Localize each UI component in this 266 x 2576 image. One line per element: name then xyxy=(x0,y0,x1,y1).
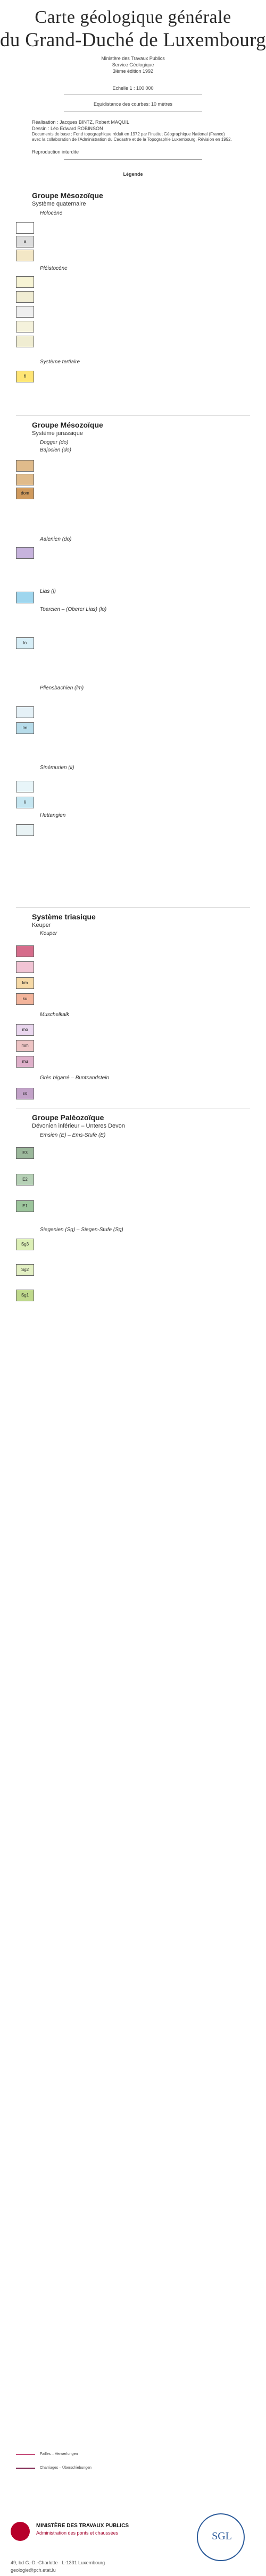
stage-label: Keuper xyxy=(40,931,57,936)
scale: Echelle 1 : 100 000 xyxy=(112,86,154,91)
section-subtitle: Keuper xyxy=(32,922,51,928)
contour-interval: Equidistance des courbes: 10 mètres xyxy=(93,101,173,107)
stage-label: Toarcien – (Oberer Lias) (lo) xyxy=(40,607,107,612)
swatch-code: li xyxy=(24,800,26,805)
title-line-1: Carte géologique générale xyxy=(35,7,231,27)
swatch-code: E3 xyxy=(22,1150,28,1155)
reproduction-note: Reproduction interdite xyxy=(32,149,79,155)
sgl-logo xyxy=(197,2513,245,2561)
swatch-hettangien xyxy=(16,824,34,836)
swatch-pleistocene-5 xyxy=(16,336,34,347)
stage-label: Aalenien (do) xyxy=(40,536,72,542)
swatch-pleistocene-3 xyxy=(16,306,34,318)
legend-heading: Légende xyxy=(123,172,143,177)
ministry-name: MINISTÈRE DES TRAVAUX PUBLICS xyxy=(36,2523,129,2529)
swatch-code: so xyxy=(22,1091,28,1096)
email: geologie@pch.etat.lu xyxy=(11,2568,56,2573)
section-title: Système triasique xyxy=(32,912,96,921)
section-subtitle: Dévonien inférieur – Unteres Devon xyxy=(32,1123,125,1129)
swatch-code: mo xyxy=(22,1027,28,1032)
swatch-code: Sg2 xyxy=(21,1267,29,1272)
swatch-pleistocene-2 xyxy=(16,291,34,303)
address: 49, bd G.-D.-Charlotte · L-1331 Luxembourg xyxy=(11,2560,105,2565)
stage-label: Système tertiaire xyxy=(40,359,80,365)
swatch-aalenien xyxy=(16,547,34,559)
section-title: Groupe Paléozoïque xyxy=(32,1113,104,1122)
divider xyxy=(16,907,250,908)
swatch-dogger-2 xyxy=(16,474,34,485)
stage-label: Pliensbachien (lm) xyxy=(40,685,84,691)
fault-label: Failles – Verwerfungen xyxy=(40,2452,78,2456)
service: Service Géologique xyxy=(112,62,154,67)
stage-label: Muschelkalk xyxy=(40,1012,70,1018)
swatch-code: mu xyxy=(22,1059,28,1064)
swatch-pleistocene-1 xyxy=(16,276,34,288)
credit-1: Réalisation : Jacques BINTZ, Robert MAQUIL xyxy=(32,120,130,125)
swatch-code: km xyxy=(22,980,28,985)
administration: Administration des ponts et chaussées xyxy=(36,2530,119,2536)
divider xyxy=(64,159,202,160)
stage-label: Holocène xyxy=(40,210,63,216)
thrust-symbol xyxy=(16,2468,35,2469)
ministry: Ministère des Travaux Publics xyxy=(101,56,165,61)
swatch-keuper-top xyxy=(16,945,34,957)
stage-label: Siegenien (Sg) – Siegen-Stufe (Sg) xyxy=(40,1227,123,1233)
stage-label: Bajocien (do) xyxy=(40,447,71,453)
fault-symbol xyxy=(16,2454,35,2455)
swatch-code: E2 xyxy=(22,1177,28,1182)
swatch-code: E1 xyxy=(22,1204,28,1208)
stage-label: Grès bigarré – Buntsandstein xyxy=(40,1075,110,1081)
section-title: Groupe Mésozoïque xyxy=(32,421,103,429)
swatch-code: dom xyxy=(21,491,29,496)
swatch-sand xyxy=(16,250,34,261)
swatch-code: Sg1 xyxy=(21,1293,29,1298)
stage-label: Sinémurien (li) xyxy=(40,765,74,771)
swatch-code: lo xyxy=(23,641,27,645)
edition: 3ième édition 1992 xyxy=(112,69,154,74)
stage-label: Hettangien xyxy=(40,813,66,818)
swatch-pleistocene-4 xyxy=(16,321,34,332)
swatch-holocene-blank xyxy=(16,222,34,234)
swatch-sinemurien xyxy=(16,781,34,792)
footer xyxy=(0,2507,266,2576)
credit-2: Dessin : Léo Edward ROBINSON xyxy=(32,126,103,131)
swatch-lias xyxy=(16,592,34,603)
swatch-keuper-2 xyxy=(16,961,34,973)
credit-3: Documents de base : Fond topographique réduit en 1972 par l'Institut Géographique National (France) avec la collaboration de l'Administration du Cadastre et de la Topographie Luxembourg. Révision en 1992. xyxy=(32,132,232,142)
stage-label: Lias (l) xyxy=(40,588,56,594)
swatch-code: fl xyxy=(24,374,26,379)
section-subtitle: Système jurassique xyxy=(32,430,83,437)
divider xyxy=(16,415,250,416)
swatch-dogger xyxy=(16,460,34,472)
swatch-code: a xyxy=(23,239,27,244)
title-line-2: du Grand-Duché de Luxembourg xyxy=(0,29,266,51)
stage-label: Pléistocène xyxy=(40,266,68,271)
thrust-label: Charriages – Überschiebungen xyxy=(40,2466,92,2470)
stage-label: Dogger (do) xyxy=(40,440,69,446)
ministry-logo xyxy=(11,2522,30,2541)
section-subtitle: Système quaternaire xyxy=(32,201,86,207)
swatch-code: ku xyxy=(22,996,28,1001)
section-title: Groupe Mésozoïque xyxy=(32,191,103,200)
stage-label: Emsien (E) – Ems-Stufe (E) xyxy=(40,1132,106,1138)
swatch-code: lm xyxy=(22,726,28,730)
swatch-code: Sg3 xyxy=(21,1242,29,1247)
swatch-pliensbachien xyxy=(16,706,34,718)
sgl-logo-text: SGL xyxy=(212,2530,232,2542)
swatch-code: mm xyxy=(21,1043,29,1048)
